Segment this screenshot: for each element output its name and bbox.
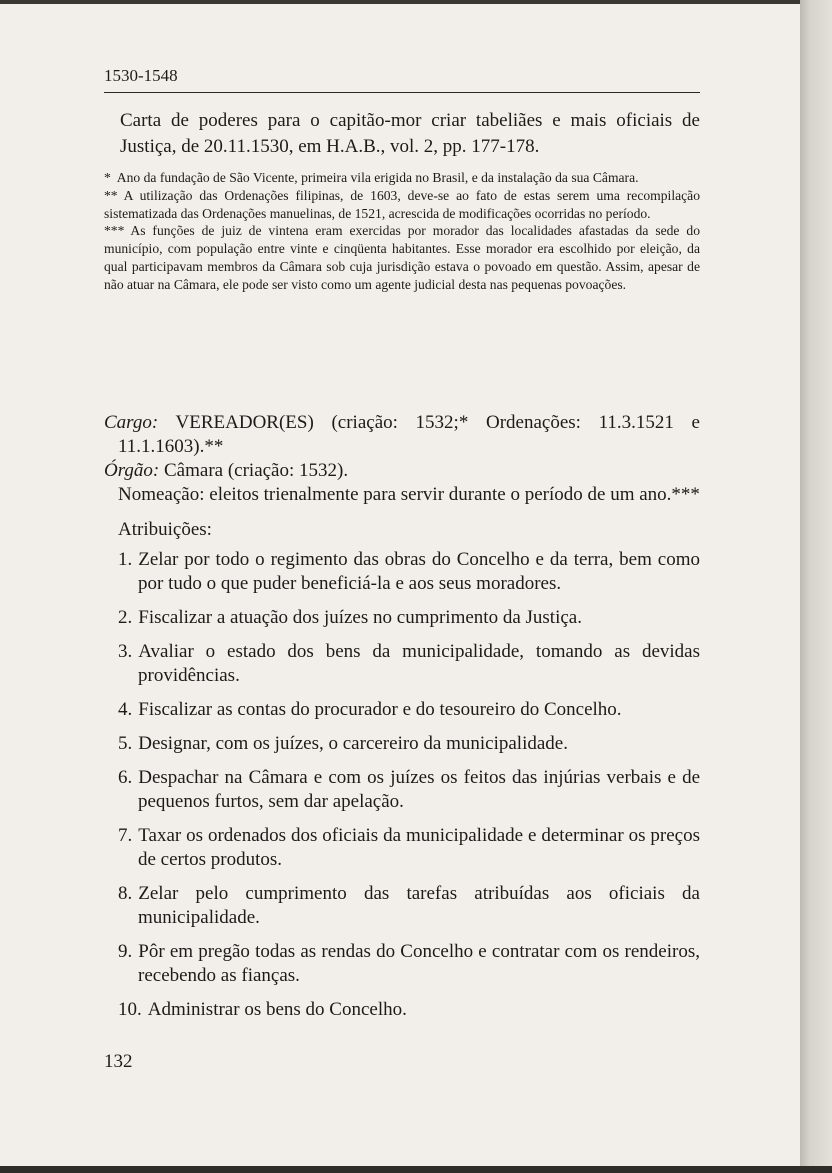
item-number: 5. — [118, 733, 133, 754]
running-header: 1530-1548 — [104, 66, 178, 85]
orgao-value: Câmara (criação: 1532). — [164, 460, 349, 481]
item-text: Zelar pelo cumprimento das tarefas atribuídas aos oficiais da municipalidade. — [138, 883, 700, 928]
item-text: Taxar os ordenados dos oficiais da municipalidade e determinar os preços de certos produtos. — [138, 825, 700, 870]
list-item — [104, 732, 700, 756]
orgao-label: Órgão: — [104, 460, 160, 481]
source-reference: Carta de poderes para o capitão-mor criar tabeliães e mais oficiais de Justiça, de 20.11.1530, em H.A.B., vol. 2, pp. 177-178. — [120, 110, 700, 157]
footnote-2 — [104, 187, 700, 223]
atribuicoes-list — [104, 548, 700, 1022]
item-number: 8. — [118, 883, 133, 904]
list-item — [104, 698, 700, 722]
list-item — [104, 640, 700, 688]
header-rule — [104, 92, 700, 93]
item-text: Fiscalizar a atuação dos juízes no cumprimento da Justiça. — [138, 607, 582, 628]
item-text: Avaliar o estado dos bens da municipalidade, tomando as devidas providências. — [138, 641, 700, 686]
item-text: Despachar na Câmara e com os juízes os feitos das injúrias verbais e de pequenos furtos, sem dar apelação. — [138, 767, 700, 812]
atribuicoes-title: Atribuições: — [118, 519, 212, 540]
list-item — [104, 882, 700, 930]
item-number: 4. — [118, 699, 133, 720]
list-item — [104, 766, 700, 814]
item-text: Pôr em pregão todas as rendas do Concelho e contratar com os rendeiros, recebendo as fianças. — [138, 941, 700, 986]
item-number: 9. — [118, 941, 133, 962]
cargo-label: Cargo: — [104, 412, 159, 433]
item-text: Zelar por todo o regimento das obras do Concelho e da terra, bem como por tudo o que puder beneficiá-la e aos seus moradores. — [138, 549, 700, 594]
item-text: Fiscalizar as contas do procurador e do tesoureiro do Concelho. — [138, 699, 622, 720]
footnote-text: A utilização das Ordenações filipinas, de 1603, deve-se ao fato de estas serem uma recompilação sistematizada das Ordenações manuelinas, de 1521, acrescida de modificações ocorridas no período. — [104, 187, 700, 221]
list-item — [104, 940, 700, 988]
item-number: 2. — [118, 607, 133, 628]
footnote-mark: ** — [104, 187, 118, 203]
footnotes — [104, 169, 700, 294]
footnote-mark: * — [104, 170, 111, 185]
footnote-text: Ano da fundação de São Vicente, primeira vila erigida no Brasil, e da instalação da sua Câmara. — [116, 170, 639, 185]
page-gutter — [800, 0, 832, 1173]
cargo-value: VEREADOR(ES) (criação: 1532;* Ordenações: 11.3.1521 e 11.1.1603).** — [118, 412, 700, 457]
item-number: 7. — [118, 825, 133, 846]
list-item — [104, 606, 700, 630]
list-item — [104, 548, 700, 596]
item-number: 1. — [118, 549, 133, 570]
footnote-3 — [104, 222, 700, 293]
item-text: Designar, com os juízes, o carcereiro da municipalidade. — [138, 733, 568, 754]
item-number: 3. — [118, 641, 133, 662]
list-item — [104, 998, 700, 1022]
item-number: 10. — [118, 999, 142, 1020]
item-number: 6. — [118, 767, 133, 788]
list-item — [104, 824, 700, 872]
cargo-line — [104, 411, 700, 459]
footnote-text: As funções de juiz de vintena eram exercidas por morador das localidades afastadas da sede do município, com população entre vinte e cinqüenta habitantes. Esse morador era escolhido por eleição, da qual participavam membros da Câmara sob cuja jurisdição estava o povoado em questão. Assim, apesar de não atuar na Câmara, ele pode ser visto como um agente judicial desta nas pequenas povoações. — [104, 223, 700, 292]
scan-bottom-edge — [0, 1166, 832, 1173]
entry-body — [104, 411, 700, 1032]
nomeacao-line: Nomeação: eleitos trienalmente para servir durante o período de um ano.*** — [118, 484, 700, 505]
orgao-line — [104, 459, 700, 483]
page-number: 132 — [104, 1051, 133, 1072]
footnote-1 — [104, 169, 700, 187]
item-text: Administrar os bens do Concelho. — [147, 999, 407, 1020]
footnote-mark: *** — [104, 223, 125, 239]
